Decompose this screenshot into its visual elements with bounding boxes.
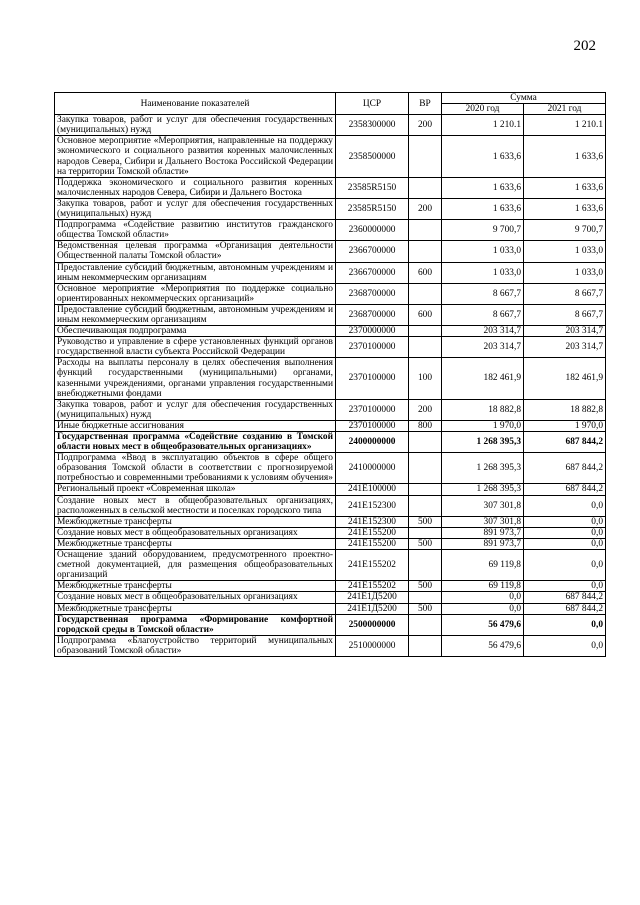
row-sum-2020-cell: 307 301,8: [442, 495, 524, 516]
table-row: [55, 198, 606, 219]
row-name-cell: Предоставление субсидий бюджетным, автономным учреждениям и иным некоммерческим организациям: [55, 262, 336, 283]
header-sum: Сумма: [442, 93, 606, 104]
table-row: [55, 283, 606, 304]
row-vr-cell: [409, 432, 442, 453]
row-name-cell: Расходы на выплаты персоналу в целях обеспечения выполнения функций государственными (муниципальными) органами, казенными учреждениями, органами управления государственными внебюджетными фондами: [55, 358, 336, 399]
table-row: [55, 614, 606, 635]
row-sum-2021-cell: 1 633,6: [524, 177, 606, 198]
row-csr-cell: 2366700000: [336, 262, 409, 283]
row-vr-cell: [409, 614, 442, 635]
row-sum-2020-cell: 307 301,8: [442, 516, 524, 527]
row-csr-cell: 2500000000: [336, 614, 409, 635]
row-sum-2021-cell: 0,0: [524, 538, 606, 549]
row-vr-cell: 500: [409, 538, 442, 549]
row-sum-2020-cell: 9 700,7: [442, 220, 524, 241]
row-csr-cell: 2370100000: [336, 420, 409, 431]
row-vr-cell: 600: [409, 262, 442, 283]
budget-table: [54, 92, 606, 657]
row-sum-2021-cell: 687 844,2: [524, 484, 606, 495]
row-vr-cell: 200: [409, 115, 442, 136]
row-sum-2020-cell: 891 973,7: [442, 538, 524, 549]
row-sum-2020-cell: 1 210.1: [442, 115, 524, 136]
row-sum-2021-cell: 18 882,8: [524, 399, 606, 420]
row-name-cell: Межбюджетные трансферты: [55, 603, 336, 614]
table-row: [55, 358, 606, 399]
row-sum-2020-cell: 203 314,7: [442, 326, 524, 337]
row-sum-2020-cell: 203 314,7: [442, 337, 524, 358]
header-year-2020: 2020 год: [442, 104, 524, 115]
row-csr-cell: 241E100000: [336, 484, 409, 495]
table-row: [55, 516, 606, 527]
row-csr-cell: 2370100000: [336, 399, 409, 420]
row-sum-2020-cell: 69 119,8: [442, 581, 524, 592]
row-vr-cell: [409, 177, 442, 198]
table-row: [55, 115, 606, 136]
table-row: [55, 550, 606, 581]
row-name-cell: Межбюджетные трансферты: [55, 538, 336, 549]
row-csr-cell: 2358500000: [336, 136, 409, 177]
table-row: [55, 527, 606, 538]
row-sum-2021-cell: 1 970,0: [524, 420, 606, 431]
table-row: [55, 432, 606, 453]
table-row: [55, 495, 606, 516]
row-name-cell: Основное мероприятие «Мероприятия по поддержке социально ориентированных некоммерческих организаций»: [55, 283, 336, 304]
row-vr-cell: [409, 484, 442, 495]
row-sum-2020-cell: 69 119,8: [442, 550, 524, 581]
table-row: [55, 220, 606, 241]
row-name-cell: Подпрограмма «Благоустройство территорий муниципальных образований Томской области»: [55, 635, 336, 656]
row-csr-cell: 2370100000: [336, 337, 409, 358]
row-name-cell: Оснащение зданий оборудованием, предусмотренного проектно-сметной документацией, для размещения общеобразовательных организаций: [55, 550, 336, 581]
row-name-cell: Подпрограмма «Ввод в эксплуатацию объектов в сфере общего образования Томской области в соответствии с прогнозируемой потребностью и современными требованиями к условиям обучения»: [55, 453, 336, 484]
table-row: [55, 136, 606, 177]
row-csr-cell: 2510000000: [336, 635, 409, 656]
table-row: [55, 177, 606, 198]
table-row: [55, 484, 606, 495]
row-sum-2020-cell: 8 667,7: [442, 304, 524, 325]
row-sum-2020-cell: 0,0: [442, 603, 524, 614]
row-sum-2021-cell: 182 461,9: [524, 358, 606, 399]
row-csr-cell: 241E1Д5200: [336, 592, 409, 603]
row-name-cell: Межбюджетные трансферты: [55, 516, 336, 527]
row-sum-2020-cell: 891 973,7: [442, 527, 524, 538]
row-name-cell: Создание новых мест в общеобразовательных организациях: [55, 592, 336, 603]
row-csr-cell: 241E152300: [336, 495, 409, 516]
table-row: [55, 399, 606, 420]
row-sum-2020-cell: 0,0: [442, 592, 524, 603]
row-sum-2021-cell: 203 314,7: [524, 337, 606, 358]
row-sum-2020-cell: 1 268 395,3: [442, 432, 524, 453]
row-csr-cell: 23585R5150: [336, 177, 409, 198]
row-vr-cell: 800: [409, 420, 442, 431]
row-sum-2021-cell: 9 700,7: [524, 220, 606, 241]
row-name-cell: Закупка товаров, работ и услуг для обеспечения государственных (муниципальных) нужд: [55, 115, 336, 136]
row-csr-cell: 2370000000: [336, 326, 409, 337]
row-vr-cell: [409, 527, 442, 538]
row-name-cell: Поддержка экономического и социального развития коренных малочисленных народов Севера, Сибири и Дальнего Востока: [55, 177, 336, 198]
table-row: [55, 241, 606, 262]
row-vr-cell: [409, 550, 442, 581]
header-name: Наименование показателей: [55, 93, 336, 115]
row-csr-cell: 2410000000: [336, 453, 409, 484]
row-csr-cell: 241E155200: [336, 538, 409, 549]
header-csr: ЦСР: [336, 93, 409, 115]
row-csr-cell: 2368700000: [336, 283, 409, 304]
table-row: [55, 304, 606, 325]
row-vr-cell: 500: [409, 581, 442, 592]
row-sum-2021-cell: 1 210.1: [524, 115, 606, 136]
header-vr: ВР: [409, 93, 442, 115]
row-name-cell: Региональный проект «Современная школа»: [55, 484, 336, 495]
header-year-2021: 2021 год: [524, 104, 606, 115]
row-name-cell: Государственная программа «Формирование комфортной городской среды в Томской области»: [55, 614, 336, 635]
table-row: [55, 592, 606, 603]
row-name-cell: Закупка товаров, работ и услуг для обеспечения государственных (муниципальных) нужд: [55, 198, 336, 219]
row-sum-2021-cell: 0,0: [524, 635, 606, 656]
row-sum-2020-cell: 56 479,6: [442, 614, 524, 635]
row-sum-2021-cell: 0,0: [524, 614, 606, 635]
row-sum-2021-cell: 687 844,2: [524, 603, 606, 614]
row-sum-2020-cell: 1 268 395,3: [442, 453, 524, 484]
row-csr-cell: 241E155202: [336, 581, 409, 592]
row-csr-cell: 2400000000: [336, 432, 409, 453]
table-row: [55, 603, 606, 614]
row-name-cell: Руководство и управление в сфере установленных функций органов государственной власти субъекта Российской Федерации: [55, 337, 336, 358]
table-row: [55, 420, 606, 431]
row-name-cell: Иные бюджетные ассигнования: [55, 420, 336, 431]
row-csr-cell: 2368700000: [336, 304, 409, 325]
row-sum-2020-cell: 182 461,9: [442, 358, 524, 399]
row-vr-cell: [409, 326, 442, 337]
row-sum-2020-cell: 18 882,8: [442, 399, 524, 420]
row-csr-cell: 2366700000: [336, 241, 409, 262]
row-name-cell: Межбюджетные трансферты: [55, 581, 336, 592]
row-sum-2020-cell: 1 633,6: [442, 177, 524, 198]
page-number: 202: [573, 38, 596, 54]
row-vr-cell: [409, 453, 442, 484]
row-sum-2021-cell: 0,0: [524, 550, 606, 581]
row-csr-cell: 23585R5150: [336, 198, 409, 219]
row-vr-cell: 200: [409, 399, 442, 420]
row-sum-2020-cell: 1 633,6: [442, 198, 524, 219]
table-body: [55, 115, 606, 657]
row-sum-2020-cell: 1 268 395,3: [442, 484, 524, 495]
row-vr-cell: 500: [409, 603, 442, 614]
row-sum-2021-cell: 1 633,6: [524, 136, 606, 177]
row-sum-2021-cell: 687 844,2: [524, 432, 606, 453]
row-name-cell: Обеспечивающая подпрограмма: [55, 326, 336, 337]
row-sum-2021-cell: 1 633,6: [524, 198, 606, 219]
row-sum-2021-cell: 687 844,2: [524, 453, 606, 484]
row-csr-cell: 241E155200: [336, 527, 409, 538]
row-vr-cell: [409, 220, 442, 241]
row-sum-2020-cell: 1 633,6: [442, 136, 524, 177]
row-csr-cell: 2358300000: [336, 115, 409, 136]
row-vr-cell: [409, 283, 442, 304]
row-name-cell: Закупка товаров, работ и услуг для обеспечения государственных (муниципальных) нужд: [55, 399, 336, 420]
table-row: [55, 635, 606, 656]
row-sum-2021-cell: 0,0: [524, 527, 606, 538]
row-sum-2020-cell: 1 033,0: [442, 262, 524, 283]
row-vr-cell: [409, 241, 442, 262]
row-csr-cell: 241E152300: [336, 516, 409, 527]
row-name-cell: Ведомственная целевая программа «Организация деятельности Общественной палаты Томской области»: [55, 241, 336, 262]
table-row: [55, 337, 606, 358]
table-row: [55, 453, 606, 484]
table-row: [55, 262, 606, 283]
row-vr-cell: 600: [409, 304, 442, 325]
row-sum-2020-cell: 1 970,0: [442, 420, 524, 431]
row-vr-cell: [409, 495, 442, 516]
row-vr-cell: [409, 635, 442, 656]
table-row: [55, 538, 606, 549]
row-vr-cell: 100: [409, 358, 442, 399]
row-name-cell: Государственная программа «Содействие созданию в Томской области новых мест в общеобразовательных организациях»: [55, 432, 336, 453]
row-csr-cell: 2370100000: [336, 358, 409, 399]
row-csr-cell: 2360000000: [336, 220, 409, 241]
row-sum-2021-cell: 0,0: [524, 516, 606, 527]
row-sum-2021-cell: 0,0: [524, 495, 606, 516]
row-sum-2021-cell: 8 667,7: [524, 304, 606, 325]
table-row: [55, 581, 606, 592]
row-vr-cell: [409, 136, 442, 177]
row-name-cell: Создание новых мест в общеобразовательных организациях, расположенных в сельской местности и поселках городского типа: [55, 495, 336, 516]
row-name-cell: Подпрограмма «Содействие развитию институтов гражданского общества Томской области»: [55, 220, 336, 241]
row-sum-2021-cell: 1 033,0: [524, 241, 606, 262]
row-csr-cell: 241E1Д5200: [336, 603, 409, 614]
row-vr-cell: [409, 592, 442, 603]
row-name-cell: Предоставление субсидий бюджетным, автономным учреждениям и иным некоммерческим организациям: [55, 304, 336, 325]
row-csr-cell: 241E155202: [336, 550, 409, 581]
row-sum-2020-cell: 56 479,6: [442, 635, 524, 656]
row-vr-cell: 200: [409, 198, 442, 219]
row-sum-2021-cell: 203 314,7: [524, 326, 606, 337]
row-sum-2021-cell: 0,0: [524, 581, 606, 592]
row-vr-cell: [409, 337, 442, 358]
row-name-cell: Создание новых мест в общеобразовательных организациях: [55, 527, 336, 538]
row-vr-cell: 500: [409, 516, 442, 527]
row-sum-2020-cell: 1 033,0: [442, 241, 524, 262]
row-name-cell: Основное мероприятие «Мероприятия, направленные на поддержку экономического и социального развития коренных малочисленных народов Севера, Сибири и Дальнего Востока Российской Федерации на территории Томской области»: [55, 136, 336, 177]
row-sum-2021-cell: 687 844,2: [524, 592, 606, 603]
row-sum-2021-cell: 8 667,7: [524, 283, 606, 304]
row-sum-2020-cell: 8 667,7: [442, 283, 524, 304]
row-sum-2021-cell: 1 033,0: [524, 262, 606, 283]
table-row: [55, 326, 606, 337]
